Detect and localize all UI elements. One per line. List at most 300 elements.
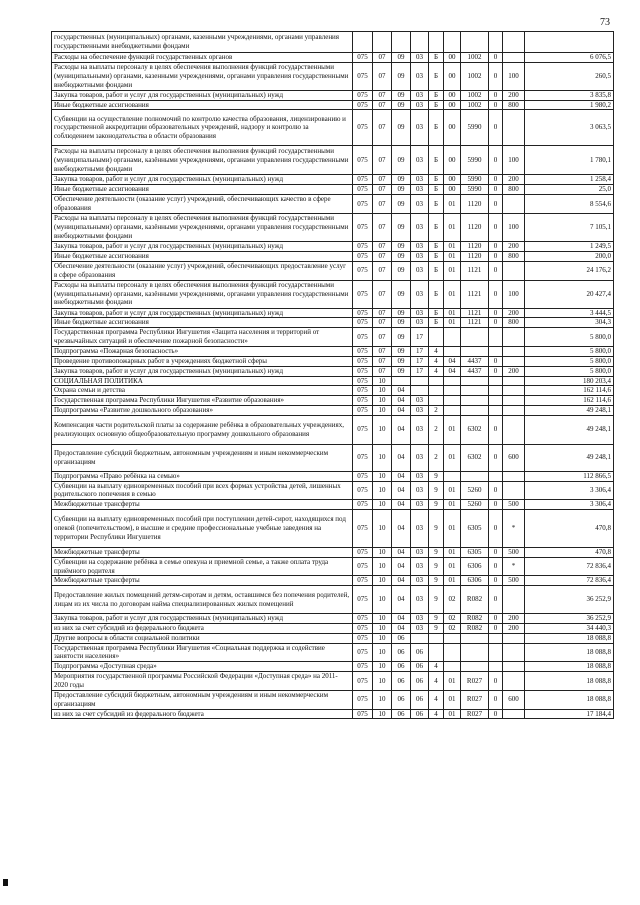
row-name: Закупка товаров, работ и услуг для государственных (муниципальных) нужд	[52, 614, 353, 624]
table-row	[52, 62, 614, 90]
row-code: 04	[392, 481, 411, 500]
row-code	[503, 328, 525, 347]
row-code: 04	[392, 547, 411, 557]
row-amount: 34 440,3	[525, 623, 614, 633]
row-code: 06	[392, 709, 411, 719]
row-code: 0	[489, 509, 503, 547]
row-code	[444, 405, 461, 415]
row-code: 01	[444, 576, 461, 586]
row-code: 075	[353, 481, 373, 500]
row-code: 03	[411, 110, 429, 146]
row-code	[461, 386, 489, 396]
row-code: 01	[444, 671, 461, 690]
row-code: 0	[489, 444, 503, 471]
row-code: 07	[373, 318, 392, 328]
row-amount: 162 114,6	[525, 386, 614, 396]
row-code: 6305	[461, 509, 489, 547]
table-row	[52, 444, 614, 471]
row-code: 075	[353, 280, 373, 308]
row-code: 07	[373, 328, 392, 347]
row-code: 075	[353, 643, 373, 662]
row-code: 04	[392, 415, 411, 444]
row-code: 100	[503, 62, 525, 90]
row-code: 500	[503, 547, 525, 557]
row-name: Подпрограмма «Развитие дошкольного образования»	[52, 405, 353, 415]
row-code: 5990	[461, 146, 489, 175]
row-code: 00	[444, 146, 461, 175]
row-code: 0	[489, 110, 503, 146]
row-code: 5260	[461, 481, 489, 500]
row-code: 5990	[461, 110, 489, 146]
table-row	[52, 662, 614, 672]
row-code: 07	[373, 90, 392, 100]
row-code: 03	[411, 318, 429, 328]
table-row	[52, 396, 614, 406]
row-code: 075	[353, 662, 373, 672]
table-row	[52, 185, 614, 195]
row-code: 03	[411, 444, 429, 471]
row-code: 03	[411, 146, 429, 175]
row-code: 06	[392, 690, 411, 709]
row-code: 06	[411, 709, 429, 719]
row-amount: 49 248,1	[525, 415, 614, 444]
row-code: 09	[392, 175, 411, 185]
row-code: Б	[429, 261, 444, 280]
row-code: 1120	[461, 213, 489, 241]
row-code: 04	[444, 356, 461, 366]
row-code	[444, 471, 461, 481]
row-code	[503, 415, 525, 444]
row-code: 10	[373, 405, 392, 415]
row-code	[489, 633, 503, 643]
row-amount: 72 836,4	[525, 557, 614, 576]
row-code	[503, 261, 525, 280]
row-code: 04	[392, 471, 411, 481]
row-code	[503, 110, 525, 146]
row-code	[503, 356, 525, 366]
row-code: 07	[373, 241, 392, 251]
row-code: 07	[373, 251, 392, 261]
row-code	[489, 347, 503, 357]
row-name: из них за счет субсидий из федерального бюджета	[52, 709, 353, 719]
table-row	[52, 146, 614, 175]
row-code: 0	[489, 690, 503, 709]
row-code: 9	[429, 623, 444, 633]
row-code: 075	[353, 709, 373, 719]
row-amount: 18 088,8	[525, 662, 614, 672]
row-code: 01	[444, 690, 461, 709]
table-row	[52, 90, 614, 100]
row-code: 06	[392, 671, 411, 690]
row-code: Б	[429, 241, 444, 251]
row-amount: 72 836,4	[525, 576, 614, 586]
table-row	[52, 614, 614, 624]
row-name: Подпрограмма «Право ребёнка на семью»	[52, 471, 353, 481]
row-code: 03	[411, 481, 429, 500]
row-code	[461, 662, 489, 672]
row-name: Закупка товаров, работ и услуг для государственных (муниципальных) нужд	[52, 175, 353, 185]
row-name: Государственная программа Республики Ингушетия «Социальная поддержка и содействие занятости населения»	[52, 643, 353, 662]
row-code	[503, 376, 525, 386]
row-code: 1120	[461, 241, 489, 251]
row-code	[503, 405, 525, 415]
table-row	[52, 366, 614, 376]
row-code: 10	[373, 471, 392, 481]
row-code: 0	[489, 280, 503, 308]
row-code: 0	[489, 356, 503, 366]
row-code	[373, 32, 392, 53]
row-amount: 1 249,5	[525, 241, 614, 251]
row-code: 075	[353, 444, 373, 471]
row-code: 03	[411, 308, 429, 318]
row-code: 01	[444, 509, 461, 547]
row-code: 02	[444, 586, 461, 614]
row-code: 03	[411, 100, 429, 110]
row-amount: 1 780,1	[525, 146, 614, 175]
row-code: 04	[392, 386, 411, 396]
row-code: 0	[489, 90, 503, 100]
row-amount: 18 088,8	[525, 671, 614, 690]
row-code: 9	[429, 500, 444, 510]
row-name: Обеспечение деятельности (оказание услуг) учреждений, обеспечивающих качество в сфере образования	[52, 194, 353, 213]
row-code	[429, 643, 444, 662]
row-code: 07	[373, 146, 392, 175]
row-name: Иные бюджетные ассигнования	[52, 100, 353, 110]
row-amount: 180 203,4	[525, 376, 614, 386]
row-code: 06	[411, 671, 429, 690]
row-code: 800	[503, 100, 525, 110]
row-code: 04	[392, 444, 411, 471]
row-code: 0	[489, 261, 503, 280]
row-code	[444, 32, 461, 53]
row-code: 10	[373, 643, 392, 662]
row-code: 075	[353, 251, 373, 261]
row-code	[392, 376, 411, 386]
row-code: 10	[373, 415, 392, 444]
row-code	[489, 328, 503, 347]
row-code: 6302	[461, 444, 489, 471]
row-code: *	[503, 509, 525, 547]
row-code: 075	[353, 175, 373, 185]
row-code: 10	[373, 376, 392, 386]
row-code: 01	[444, 415, 461, 444]
row-code: 600	[503, 690, 525, 709]
row-code: 800	[503, 318, 525, 328]
row-code	[503, 194, 525, 213]
row-code: 200	[503, 308, 525, 318]
table-row	[52, 100, 614, 110]
row-code: 075	[353, 241, 373, 251]
row-name: Иные бюджетные ассигнования	[52, 318, 353, 328]
row-code: 1002	[461, 100, 489, 110]
row-code: 01	[444, 481, 461, 500]
row-code: 075	[353, 623, 373, 633]
row-name: Субвенции на осуществление полномочий по контролю качества образования, лицензированию и государственной аккредитации образовательных учреждений, надзору и контролю за соблюдением законодательства в области образования	[52, 110, 353, 146]
row-code: 06	[411, 690, 429, 709]
table-row	[52, 576, 614, 586]
row-code: 03	[411, 185, 429, 195]
row-code: 4	[429, 356, 444, 366]
row-code: 075	[353, 146, 373, 175]
row-code: 09	[392, 53, 411, 63]
row-code	[429, 386, 444, 396]
row-code: 09	[392, 328, 411, 347]
row-code: Б	[429, 280, 444, 308]
table-row	[52, 376, 614, 386]
row-code: 03	[411, 261, 429, 280]
row-code: 07	[373, 194, 392, 213]
row-code: 800	[503, 185, 525, 195]
row-amount: 5 800,0	[525, 366, 614, 376]
row-code: 200	[503, 175, 525, 185]
scan-mark	[3, 879, 8, 886]
row-code: 075	[353, 415, 373, 444]
row-code	[489, 643, 503, 662]
page-number: 73	[600, 17, 610, 28]
row-code: 6302	[461, 415, 489, 444]
row-amount: 5 800,0	[525, 328, 614, 347]
row-name: Иные бюджетные ассигнования	[52, 185, 353, 195]
row-code: 075	[353, 471, 373, 481]
row-amount: 3 444,5	[525, 308, 614, 318]
row-code: 01	[444, 241, 461, 251]
row-amount: 7 105,1	[525, 213, 614, 241]
row-code: 09	[392, 280, 411, 308]
table-row	[52, 308, 614, 318]
row-code	[444, 376, 461, 386]
row-code: 075	[353, 62, 373, 90]
row-code: 03	[411, 280, 429, 308]
row-code: 01	[444, 557, 461, 576]
table-row	[52, 405, 614, 415]
row-code: Б	[429, 100, 444, 110]
row-code: 04	[392, 509, 411, 547]
row-amount: 1 258,4	[525, 175, 614, 185]
row-code: 07	[373, 261, 392, 280]
row-code: 07	[373, 213, 392, 241]
row-code: 200	[503, 366, 525, 376]
row-code: 5990	[461, 175, 489, 185]
row-code: 07	[373, 100, 392, 110]
row-code: 5260	[461, 500, 489, 510]
row-amount: 18 088,8	[525, 633, 614, 643]
row-code: 9	[429, 481, 444, 500]
row-code	[461, 396, 489, 406]
row-amount	[525, 32, 614, 53]
row-code: Б	[429, 146, 444, 175]
row-amount: 260,5	[525, 62, 614, 90]
row-code: 01	[444, 308, 461, 318]
row-code: Б	[429, 185, 444, 195]
row-code: 0	[489, 308, 503, 318]
table-row	[52, 261, 614, 280]
row-code: 01	[444, 213, 461, 241]
row-name: Расходы на выплаты персоналу в целях обеспечения выполнения функций государственными (муниципальными) органами, казёнными учреждениями, органами управления государственными внебюджетными фондами	[52, 146, 353, 175]
row-code: Б	[429, 251, 444, 261]
row-code: 0	[489, 614, 503, 624]
row-code: 075	[353, 547, 373, 557]
row-code: Б	[429, 90, 444, 100]
row-code	[429, 328, 444, 347]
row-code: Б	[429, 318, 444, 328]
table-row	[52, 500, 614, 510]
row-code: 01	[444, 280, 461, 308]
row-code: R082	[461, 586, 489, 614]
row-code: 4	[429, 671, 444, 690]
table-row	[52, 175, 614, 185]
row-code: 03	[411, 500, 429, 510]
row-code: 07	[373, 347, 392, 357]
row-code: 09	[392, 318, 411, 328]
row-code: 01	[444, 500, 461, 510]
row-code	[489, 405, 503, 415]
row-code: 4437	[461, 366, 489, 376]
row-code: 1120	[461, 251, 489, 261]
row-code	[489, 471, 503, 481]
row-code: 2	[429, 444, 444, 471]
row-name: Расходы на выплаты персоналу в целях обеспечения выполнения функций государственными (муниципальными) органами, казёнными учреждениями, органами управления государственными внебюджетными фондами	[52, 280, 353, 308]
table-row	[52, 471, 614, 481]
row-code: 01	[444, 444, 461, 471]
row-name: Расходы на обеспечение функций государственных органов	[52, 53, 353, 63]
row-code	[503, 396, 525, 406]
row-amount: 36 252,9	[525, 586, 614, 614]
budget-table	[51, 31, 614, 719]
row-code: 075	[353, 376, 373, 386]
row-amount: 304,3	[525, 318, 614, 328]
row-code: 100	[503, 146, 525, 175]
row-code	[489, 32, 503, 53]
row-code: 200	[503, 90, 525, 100]
table-row	[52, 280, 614, 308]
table-row	[52, 110, 614, 146]
row-name: Мероприятия государственной программы Российской Федерации «Доступная среда» на 2011-2020 годы	[52, 671, 353, 690]
row-code: 04	[392, 614, 411, 624]
row-code: 1121	[461, 280, 489, 308]
row-code	[444, 643, 461, 662]
row-code: 17	[411, 356, 429, 366]
row-code: 07	[373, 175, 392, 185]
row-code	[429, 376, 444, 386]
row-code: 03	[411, 194, 429, 213]
row-code: 075	[353, 213, 373, 241]
row-code	[503, 671, 525, 690]
row-code: 9	[429, 576, 444, 586]
row-code: 03	[411, 405, 429, 415]
row-code: 0	[489, 175, 503, 185]
row-name: Межбюджетные трансферты	[52, 547, 353, 557]
row-code: 0	[489, 194, 503, 213]
table-row	[52, 213, 614, 241]
row-code: 0	[489, 366, 503, 376]
row-name: государственных (муниципальных) органами, казенными учреждениями, органами управления государственными внебюджетными фондами	[52, 32, 353, 53]
row-code: 1121	[461, 261, 489, 280]
row-name: Закупка товаров, работ и услуг для государственных (муниципальных) нужд	[52, 241, 353, 251]
row-code: 6305	[461, 547, 489, 557]
row-code: 10	[373, 509, 392, 547]
row-code: 075	[353, 405, 373, 415]
row-code: 9	[429, 547, 444, 557]
row-code: 600	[503, 444, 525, 471]
row-amount: 18 088,8	[525, 643, 614, 662]
row-code: Б	[429, 175, 444, 185]
row-name: Закупка товаров, работ и услуг для государственных (муниципальных) нужд	[52, 308, 353, 318]
row-code: 4	[429, 709, 444, 719]
row-code	[411, 376, 429, 386]
row-code: 09	[392, 347, 411, 357]
table-row	[52, 623, 614, 633]
row-code: 2	[429, 405, 444, 415]
row-code	[444, 662, 461, 672]
row-code: 03	[411, 53, 429, 63]
row-code: 10	[373, 586, 392, 614]
row-code: Б	[429, 110, 444, 146]
row-code: 075	[353, 110, 373, 146]
row-code: 09	[392, 146, 411, 175]
row-code	[411, 32, 429, 53]
row-code: Б	[429, 62, 444, 90]
row-code	[489, 376, 503, 386]
row-code: 10	[373, 709, 392, 719]
row-amount: 3 835,8	[525, 90, 614, 100]
row-code: 075	[353, 396, 373, 406]
row-amount: 1 980,2	[525, 100, 614, 110]
row-code: 6306	[461, 576, 489, 586]
row-code: 0	[489, 500, 503, 510]
row-code: 0	[489, 318, 503, 328]
row-code: 09	[392, 308, 411, 318]
row-code	[503, 347, 525, 357]
row-code	[489, 396, 503, 406]
row-name: Межбюджетные трансферты	[52, 576, 353, 586]
table-row	[52, 633, 614, 643]
row-name: из них за счет субсидий из федерального бюджета	[52, 623, 353, 633]
table-row	[52, 547, 614, 557]
row-code: 075	[353, 194, 373, 213]
row-code	[461, 405, 489, 415]
row-code	[411, 386, 429, 396]
row-code: 03	[411, 557, 429, 576]
row-code: 0	[489, 62, 503, 90]
row-amount: 17 184,4	[525, 709, 614, 719]
table-row	[52, 557, 614, 576]
row-code: 6306	[461, 557, 489, 576]
row-code: 075	[353, 328, 373, 347]
row-amount: 25,0	[525, 185, 614, 195]
row-amount: 18 088,8	[525, 690, 614, 709]
row-code: 03	[411, 396, 429, 406]
table-row	[52, 386, 614, 396]
row-code: 10	[373, 690, 392, 709]
row-amount: 49 248,1	[525, 405, 614, 415]
row-code	[444, 347, 461, 357]
row-code: 800	[503, 251, 525, 261]
row-amount: 112 866,5	[525, 471, 614, 481]
table-row	[52, 194, 614, 213]
row-code: 10	[373, 500, 392, 510]
row-code: 06	[392, 633, 411, 643]
row-code: 1002	[461, 62, 489, 90]
row-code: 075	[353, 90, 373, 100]
row-code: 0	[489, 185, 503, 195]
row-code: 10	[373, 662, 392, 672]
row-code: 10	[373, 557, 392, 576]
row-code	[461, 376, 489, 386]
row-amount: 24 176,2	[525, 261, 614, 280]
row-code: 075	[353, 318, 373, 328]
row-code: 06	[411, 662, 429, 672]
row-code: 0	[489, 251, 503, 261]
